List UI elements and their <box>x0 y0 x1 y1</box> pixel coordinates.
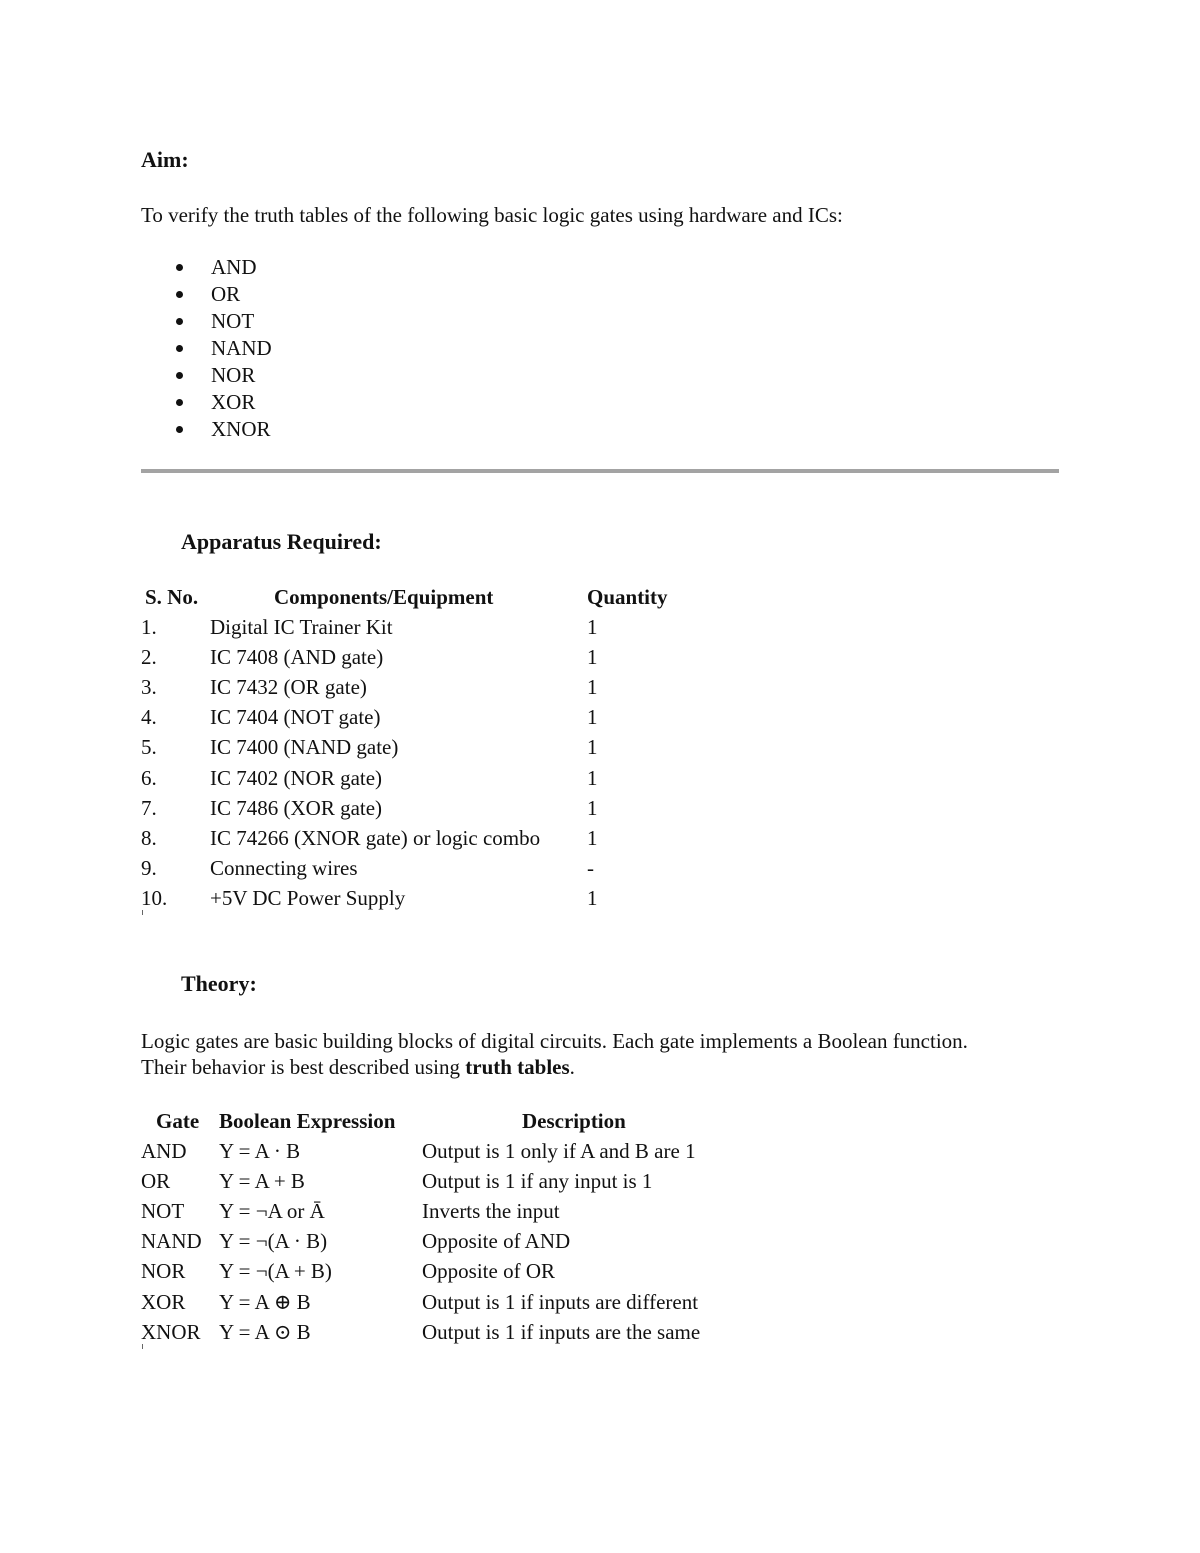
component-name: IC 7400 (NAND gate) <box>210 735 399 760</box>
column-header: Gate <box>156 1109 200 1133</box>
table-row <box>141 825 668 855</box>
gate-description: Output is 1 only if A and B are 1 <box>422 1139 696 1164</box>
theory-paragraph <box>141 1028 1001 1081</box>
boolean-expression: Y = A ⊙ B <box>219 1319 311 1344</box>
gates-table <box>141 1108 700 1349</box>
column-header: Description <box>522 1109 626 1133</box>
gate-list <box>141 254 272 443</box>
gate-name: XNOR <box>141 1319 201 1344</box>
serial-number: 10. <box>141 885 168 910</box>
table-row <box>141 1228 700 1258</box>
table-row <box>141 1289 700 1319</box>
serial-number: 8. <box>141 825 157 850</box>
gate-description: Opposite of OR <box>422 1259 555 1284</box>
table-row <box>141 1258 700 1288</box>
quantity: 1 <box>587 735 598 760</box>
component-name: IC 7404 (NOT gate) <box>210 705 381 730</box>
gate-description: Output is 1 if any input is 1 <box>422 1169 653 1194</box>
table-header-row <box>141 1108 700 1138</box>
table-row <box>141 614 668 644</box>
table-row <box>141 855 668 885</box>
table-row <box>141 704 668 734</box>
list-item: NAND <box>141 335 272 362</box>
gate-name: NAND <box>141 1229 202 1254</box>
boolean-expression: Y = A + B <box>219 1169 305 1194</box>
apparatus-heading: Apparatus Required: <box>181 529 382 554</box>
theory-text: Logic gates are basic building blocks of digital circuits. Each gate implements a Boolean function. Their behavior is best described using <box>141 1029 968 1080</box>
gate-description: Output is 1 if inputs are different <box>422 1289 699 1314</box>
aim-heading: Aim: <box>141 147 189 172</box>
quantity: 1 <box>587 675 598 700</box>
list-item: AND <box>141 254 272 281</box>
gate-name: NOT <box>141 1199 185 1224</box>
boolean-expression: Y = ¬(A + B) <box>219 1259 332 1284</box>
gate-name: AND <box>141 1139 187 1164</box>
serial-number: 3. <box>141 675 157 700</box>
list-item: NOR <box>141 362 272 389</box>
boolean-expression: Y = ¬A or Ā <box>219 1199 325 1224</box>
table-end-marker <box>142 1344 143 1349</box>
list-item: XOR <box>141 389 272 416</box>
gate-name: XOR <box>141 1289 186 1314</box>
serial-number: 4. <box>141 705 157 730</box>
theory-text-end: . <box>569 1055 575 1080</box>
gate-description: Opposite of AND <box>422 1229 571 1254</box>
quantity: 1 <box>587 705 598 730</box>
component-name: +5V DC Power Supply <box>210 885 406 910</box>
table-header-row <box>141 584 668 614</box>
list-item: NOT <box>141 308 272 335</box>
quantity: 1 <box>587 825 598 850</box>
boolean-expression: Y = A ⊕ B <box>219 1289 311 1314</box>
table-end-marker <box>142 910 143 915</box>
component-name: IC 7432 (OR gate) <box>210 675 367 700</box>
aim-intro: To verify the truth tables of the following basic logic gates using hardware and ICs: <box>141 203 843 227</box>
serial-number: 5. <box>141 735 157 760</box>
gate-name: OR <box>141 1169 171 1194</box>
gate-name: NOR <box>141 1259 186 1284</box>
list-item: OR <box>141 281 272 308</box>
component-name: IC 7408 (AND gate) <box>210 645 384 670</box>
table-row <box>141 1319 700 1349</box>
quantity: 1 <box>587 615 598 640</box>
table-row <box>141 644 668 674</box>
serial-number: 9. <box>141 855 157 880</box>
table-row <box>141 1198 700 1228</box>
table-row <box>141 734 668 764</box>
column-header: S. No. <box>145 585 199 609</box>
serial-number: 2. <box>141 645 157 670</box>
table-row <box>141 1168 700 1198</box>
component-name: IC 7402 (NOR gate) <box>210 765 383 790</box>
theory-heading: Theory: <box>181 971 257 996</box>
column-header: Quantity <box>587 585 668 609</box>
component-name: Connecting wires <box>210 855 358 880</box>
gate-description: Inverts the input <box>422 1199 560 1224</box>
table-row <box>141 674 668 704</box>
quantity: - <box>587 855 594 880</box>
table-row <box>141 795 668 825</box>
list-item: XNOR <box>141 416 272 443</box>
serial-number: 7. <box>141 795 157 820</box>
table-row <box>141 885 668 915</box>
component-name: IC 7486 (XOR gate) <box>210 795 383 820</box>
component-name: Digital IC Trainer Kit <box>210 615 393 640</box>
boolean-expression: Y = A · B <box>219 1139 301 1164</box>
table-row <box>141 1138 700 1168</box>
serial-number: 1. <box>141 615 157 640</box>
table-row <box>141 765 668 795</box>
gate-description: Output is 1 if inputs are the same <box>422 1319 701 1344</box>
component-name: IC 74266 (XNOR gate) or logic combo <box>210 825 541 850</box>
column-header: Components/Equipment <box>274 585 494 609</box>
quantity: 1 <box>587 885 598 910</box>
theory-bold-text: truth tables <box>465 1055 570 1080</box>
apparatus-table <box>141 584 668 915</box>
serial-number: 6. <box>141 765 157 790</box>
boolean-expression: Y = ¬(A · B) <box>219 1229 328 1254</box>
quantity: 1 <box>587 765 598 790</box>
quantity: 1 <box>587 645 598 670</box>
quantity: 1 <box>587 795 598 820</box>
column-header: Boolean Expression <box>219 1109 396 1133</box>
horizontal-divider <box>141 469 1059 473</box>
